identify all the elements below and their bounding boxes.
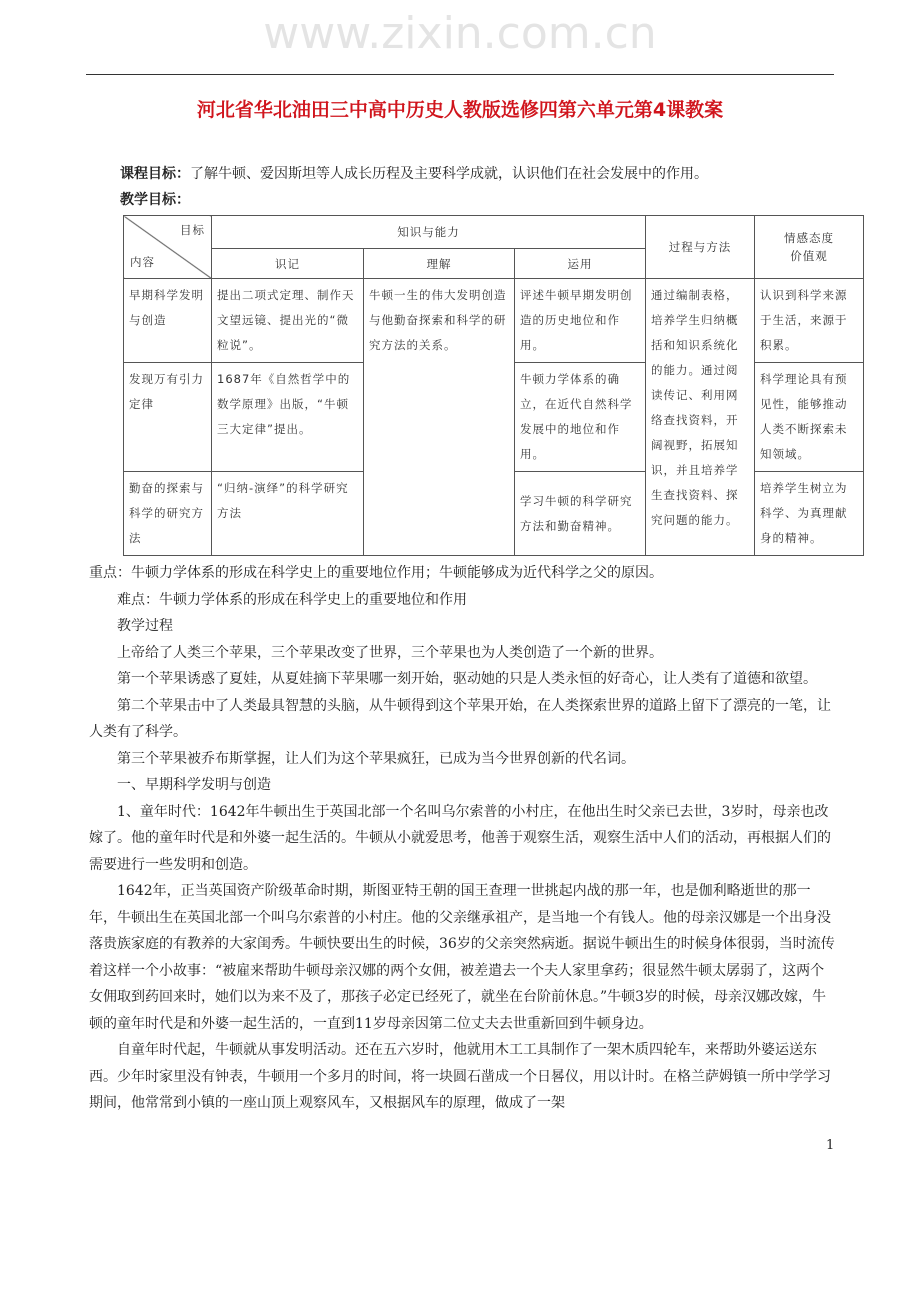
cell-recall: 1687年《自然哲学中的数学原理》出版，“牛顿三大定律”提出。 bbox=[212, 363, 364, 472]
corner-bottom: 内容 bbox=[130, 255, 155, 269]
paragraph: 难点：牛顿力学体系的形成在科学史上的重要地位和作用 bbox=[117, 591, 467, 608]
cell-emotion: 培养学生树立为科学、为真理献身的精神。 bbox=[755, 472, 864, 556]
teaching-goal-label: 教学目标： bbox=[120, 192, 190, 208]
paragraph: 1、童年时代：1642年牛顿出生于英国北部一个名叫乌尔索普的小村庄，在他出生时父亲已去世，3岁时，母亲也改嫁了。他的童年时代是和外婆一起生活的。牛顿从小就爱思考，他善于观察生活，观察生活中人们的活动，再根据人们的需要进行一些发明和创造。 bbox=[89, 803, 831, 873]
paragraph: 重点：牛顿力学体系的形成在科学史上的重要地位作用；牛顿能够成为近代科学之父的原因。 bbox=[89, 565, 663, 581]
header-rule bbox=[86, 74, 834, 75]
paragraph: 第一个苹果诱惑了夏娃，从夏娃摘下苹果哪一刻开始，驱动她的只是人类永恒的好奇心，让人类有了道德和欲望。 bbox=[117, 671, 817, 687]
teaching-goal bbox=[120, 187, 862, 213]
course-goal-label: 课程目标： bbox=[120, 166, 190, 182]
paragraph: 上帝给了人类三个苹果，三个苹果改变了世界，三个苹果也为人类创造了一个新的世界。 bbox=[117, 644, 663, 661]
cell-apply: 牛顿力学体系的确立，在近代自然科学发展中的地位和作用。 bbox=[515, 363, 646, 472]
cell-apply: 学习牛顿的科学研究方法和勤奋精神。 bbox=[515, 472, 646, 556]
paragraph: 教学过程 bbox=[117, 618, 173, 634]
goals-table bbox=[123, 215, 864, 556]
corner-top: 目标 bbox=[180, 223, 205, 237]
course-goal bbox=[120, 161, 862, 187]
header-emotion-2: 价值观 bbox=[790, 249, 828, 263]
page-number: 1 bbox=[826, 1137, 835, 1153]
corner-cell bbox=[124, 216, 212, 279]
cell-understand: 牛顿一生的伟大发明创造与他勤奋探索和科学的研究方法的关系。 bbox=[364, 279, 515, 556]
cell-content: 发现万有引力定律 bbox=[124, 363, 212, 472]
header-process: 过程与方法 bbox=[646, 216, 755, 279]
course-goal-text: 了解牛顿、爱因斯坦等人成长历程及主要科学成就，认识他们在社会发展中的作用。 bbox=[190, 166, 708, 182]
section-heading: 一、早期科学发明与创造 bbox=[117, 777, 271, 793]
paragraph: 第三个苹果被乔布斯掌握，让人们为这个苹果疯狂，已成为当今世界创新的代名词。 bbox=[117, 750, 635, 767]
paragraph: 自童年时代起，牛顿就从事发明活动。还在五六岁时，他就用木工工具制作了一架木质四轮车，来帮助外婆运送东西。少年时家里没有钟表，牛顿用一个多月的时间，将一块圆石凿成一个日晷仪，用以计时。在格兰萨姆镇一所中学学习期间，他常常到小镇的一座山顶上观察风车，又根据风车的原理，做成了一架 bbox=[89, 1042, 831, 1111]
cell-content: 勤奋的探索与科学的研究方法 bbox=[124, 472, 212, 556]
paragraph: 第二个苹果击中了人类最具智慧的头脑，从牛顿得到这个苹果开始，在人类探索世界的道路上留下了漂亮的一笔，让人类有了科学。 bbox=[89, 697, 831, 740]
cell-process: 通过编制表格，培养学生归纳概括和知识系统化的能力。通过阅读传记、利用网络查找资料，开阔视野，拓展知识，并且培养学生查找资料、探究问题的能力。 bbox=[646, 279, 755, 556]
cell-emotion: 科学理论具有预见性，能够推动人类不断探索未知领域。 bbox=[755, 363, 864, 472]
header-emotion bbox=[755, 216, 864, 279]
watermark: www.zixin.com.cn bbox=[263, 8, 657, 59]
cell-apply: 评述牛顿早期发明创造的历史地位和作用。 bbox=[515, 279, 646, 363]
document-title: 河北省华北油田三中高中历史人教版选修四第六单元第4课教案 bbox=[196, 99, 724, 121]
paragraph: 1642年，正当英国资产阶级革命时期，斯图亚特王朝的国王查理一世挑起内战的那一年，也是伽利略逝世的那一年，牛顿出生在英国北部一个叫乌尔索普的小村庄。他的父亲继承祖产，是当地一个有钱人。他的母亲汉娜是一个出身没落贵族家庭的有教养的大家闺秀。牛顿快要出生的时候，36岁的父亲突然病逝。据说牛顿出生的时候身体很弱，当时流传着这样一个小故事：“被雇来帮助牛顿母亲汉娜的两个女佣，被差遣去一个夫人家里拿药；很显然牛顿太孱弱了，这两个女佣取到药回来时，她们以为来不及了，那孩子必定已经死了，就坐在台阶前休息。”牛顿3岁的时候，母亲汉娜改嫁，牛顿的童年时代是和外婆一起生活的，一直到11岁母亲因第二位丈夫去世重新回到牛顿身边。 bbox=[89, 883, 835, 1032]
cell-recall: “归纳-演绎”的科学研究方法 bbox=[212, 472, 364, 556]
table-row bbox=[124, 279, 864, 363]
header-knowledge: 知识与能力 bbox=[212, 216, 646, 249]
body-text bbox=[89, 560, 835, 1117]
header-emotion-1: 情感态度 bbox=[784, 231, 834, 245]
cell-emotion: 认识到科学来源于生活，来源于积累。 bbox=[755, 279, 864, 363]
cell-content: 早期科学发明与创造 bbox=[124, 279, 212, 363]
cell-recall: 提出二项式定理、制作天文望远镜、提出光的“微粒说”。 bbox=[212, 279, 364, 363]
header-apply: 运用 bbox=[515, 249, 646, 279]
header-understand: 理解 bbox=[364, 249, 515, 279]
header-recall: 识记 bbox=[212, 249, 364, 279]
